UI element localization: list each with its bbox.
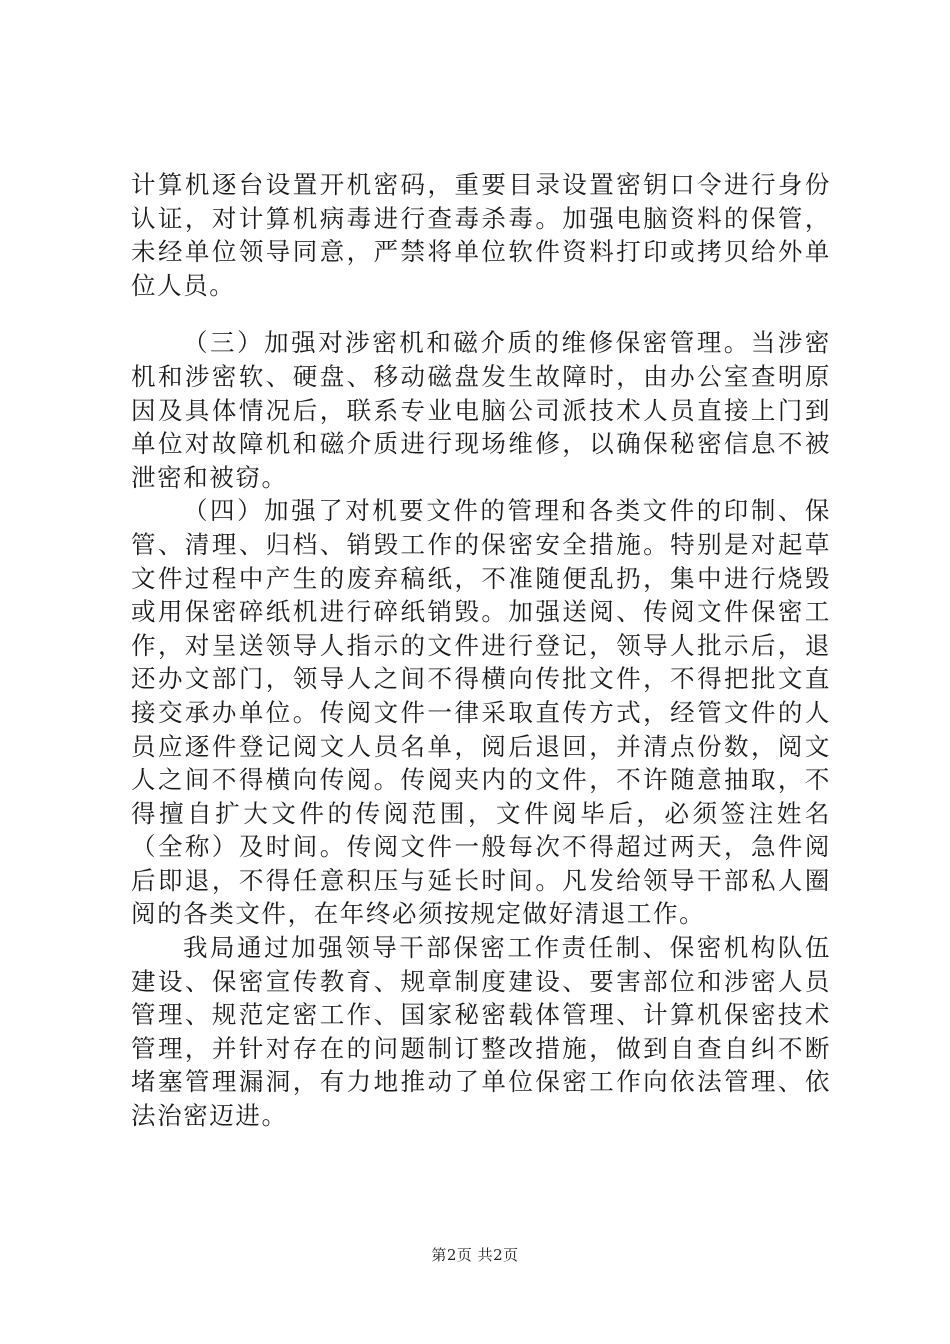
paragraph-maintenance-security: （三）加强对涉密机和磁介质的维修保密管理。当涉密机和涉密软、硬盘、移动磁盘发生故障时，由办公室查明原因及具体情况后，联系专业电脑公司派技术人员直接上门到单位对故障机和磁介质进行现场维修，以确保秘密信息不被泄密和被窃。 — [131, 328, 831, 492]
page-number: 第2页 共2页 — [431, 1246, 519, 1264]
paragraph-computer-security: 计算机逐台设置开机密码，重要目录设置密钥口令进行身份认证，对计算机病毒进行查毒杀毒。加强电脑资料的保管，未经单位领导同意，严禁将单位软件资料打印或拷贝给外单位人员。 — [131, 170, 831, 300]
paragraph-summary: 我局通过加强领导干部保密工作责任制、保密机构队伍建设、保密宣传教育、规章制度建设、要害部位和涉密人员管理、规范定密工作、国家秘密载体管理、计算机保密技术管理，并针对存在的问题制订整改措施，做到自查自纠不断堵塞管理漏洞，有力地推动了单位保密工作向依法管理、依法治密迈进。 — [131, 933, 831, 1131]
paragraph-document-security: （四）加强了对机要文件的管理和各类文件的印制、保管、清理、归档、销毁工作的保密安全措施。特别是对起草文件过程中产生的废弃稿纸，不准随便乱扔，集中进行烧毁或用保密碎纸机进行碎纸销毁。加强送阅、传阅文件保密工作，对呈送领导人指示的文件进行登记，领导人批示后，退还办文部门，领导人之间不得横向传批文件，不得把批文直接交承办单位。传阅文件一律采取直传方式，经管文件的人员应逐件登记阅文人员名单，阅后退回，并清点份数，阅文人之间不得横向传阅。传阅夹内的文件，不许随意抽取，不得擅自扩大文件的传阅范围，文件阅毕后，必须签注姓名（全称）及时间。传阅文件一般每次不得超过两天，急件阅后即退，不得任意积压与延长时间。凡发给领导干部私人圈阅的各类文件，在年终必须按规定做好清退工作。 — [131, 496, 831, 929]
document-body — [131, 168, 831, 1133]
